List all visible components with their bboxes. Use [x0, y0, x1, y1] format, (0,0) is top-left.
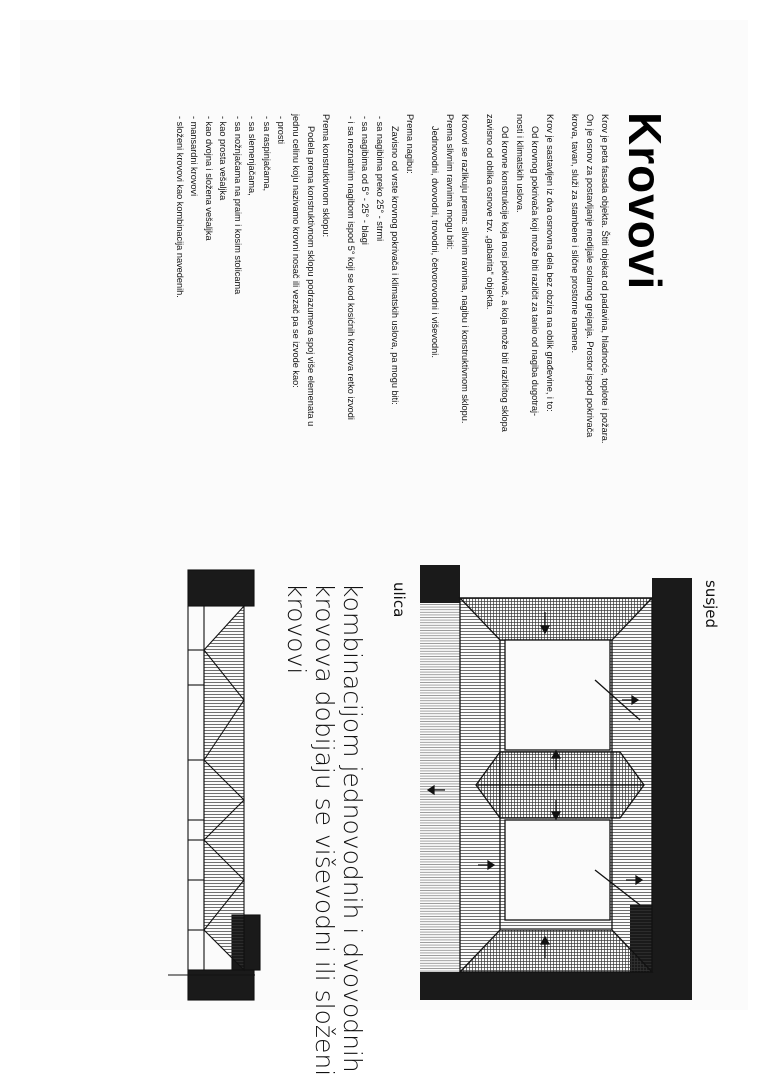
section-lead: jednu celinu koju nazivamo krovni nosač ili vezač pa se izvode kao: — [291, 114, 302, 388]
drawing-caption — [282, 583, 366, 1076]
list-item: - i sa neznatnim nagibom ispod 5° koji se kod kosićnih krovova retko izvodi — [346, 116, 356, 420]
page-title: Krovovi — [619, 112, 671, 291]
list-item: - sa nagibima od 5° - 25° - blagi — [360, 116, 371, 245]
list-item: - sa nagibima preko 25° - strmi — [375, 116, 385, 242]
list-item: - sa raspinjačama, — [262, 116, 272, 192]
neighbor-label: susjed — [702, 580, 720, 629]
intro-line: Krov je peta fasada objekta. Štiti objekat od padavina, hladnoće, toplote i požara. — [600, 114, 610, 444]
composition-line: nosti i klimatskih uslova. — [515, 114, 525, 213]
intro-line: krova, tavan, služi za stambene i slične prostorne namene. — [570, 114, 580, 353]
section-lead: Podela prema konstruktivnom sklopu podrazumeva spoj više elemenata u — [306, 126, 317, 427]
differences-line: Prema slivnim ravnima mogu biti: — [445, 114, 455, 250]
street-strip — [420, 603, 460, 972]
section-drawing — [168, 570, 260, 1000]
section-heading: Prema nagibu: — [405, 114, 415, 174]
list-item: - kao prosta vešaljka — [218, 116, 229, 201]
caption-line: kombinacijom jednovodnih i dvovodnih — [338, 583, 367, 1073]
roof-plan-outline — [460, 598, 652, 972]
list-item: - složeni krovovi kao kombinacija navedenih. — [175, 116, 185, 298]
list-item: - sa slemenjačama, — [247, 116, 258, 196]
composition-line: Od krovnog pokrivača koji može biti različit za tanio od nagiba dugotraj- — [530, 126, 540, 417]
differences-line: Jednovodni, dvovodni, trovodni, četvorovodni i viševodni. — [430, 126, 440, 358]
list-item: - prosti — [276, 116, 287, 145]
section-lead: Zavisno od vrste krovnog pokrivača i klimatskih uslova, pa mogu biti: — [390, 126, 400, 405]
differences-line: Krovovi se razlikuju prema: slivnim ravnima, nagibu i konstruktivnom sklopu. — [460, 114, 470, 424]
composition-line: zavisno od oblika osnove tzv. „gabarita“ objekta. — [485, 114, 495, 310]
intro-line: On je osnov za postavljanje medijale solarnog grejanja. Prostor ispod pokrivača — [585, 114, 595, 438]
list-item: - kao dvojna i složena vešaljka — [204, 116, 214, 241]
composition-line: Krov je sastavljen iz dva osnovna dela bez obzira na oblik građevine, i to: — [545, 114, 555, 412]
caption-line: krovovi — [282, 583, 311, 675]
caption-line: krovova dobijaju se viševodni ili složeni — [310, 583, 339, 1076]
composition-line: Od krovne konstrukcije koja nosi pokrivač, a koja može biti različitog sklopa — [500, 126, 510, 432]
list-item: - mansardni krovovi — [189, 116, 200, 197]
section-heading: Prema konstruktivnom sklopu: — [321, 114, 332, 238]
list-item: - sa nožnjačama na praim i kosim stolicama — [233, 116, 243, 295]
street-label: ulica — [390, 582, 408, 618]
